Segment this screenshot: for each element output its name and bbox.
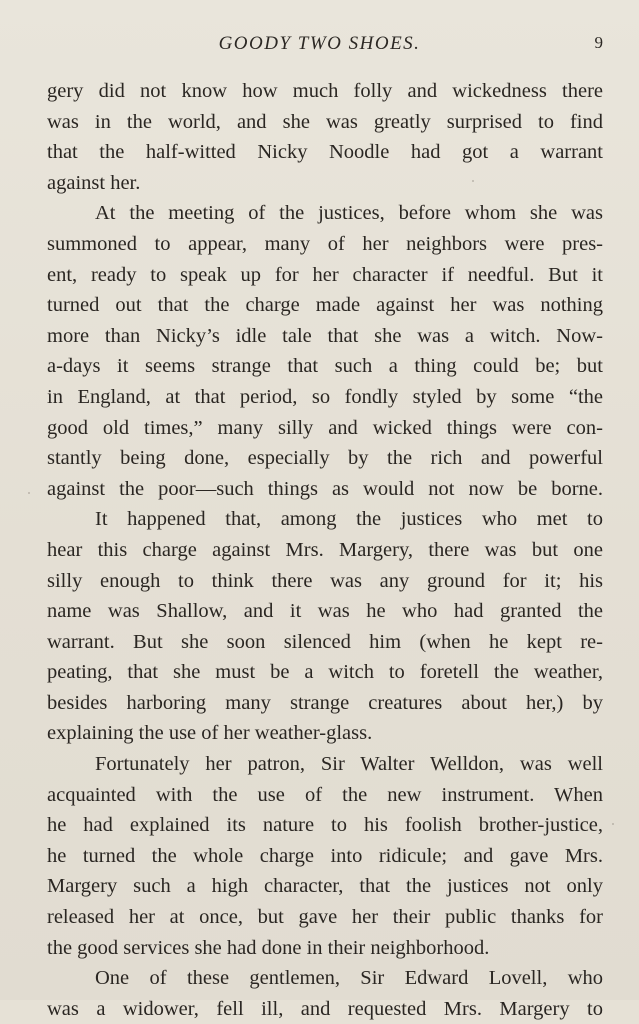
paper-speck <box>472 180 474 182</box>
text-line: At the meeting of the justices, before whom she was <box>95 202 603 225</box>
text-line: turned out that the charge made against her was nothing <box>47 294 603 317</box>
text-line: against the poor—such things as would not now be borne. <box>47 477 603 500</box>
text-line: Fortunately her patron, Sir Walter Welldon, was well <box>95 753 603 776</box>
running-head <box>0 33 639 57</box>
paragraph-2 <box>47 198 603 504</box>
text-line: silly enough to think there was any ground for it; his <box>47 569 603 592</box>
text-line: he turned the whole charge into ridicule; and gave Mrs. <box>47 844 603 867</box>
text-line: ent, ready to speak up for her character if needful. But it <box>47 263 603 286</box>
text-line: the good services she had done in their neighborhood. <box>47 936 490 959</box>
text-line: released her at once, but gave her their public thanks for <box>47 906 603 929</box>
paragraph-4 <box>47 749 603 963</box>
text-line: hear this charge against Mrs. Margery, there was but one <box>47 538 603 561</box>
text-line: peating, that she must be a witch to foretell the weather, <box>47 661 603 684</box>
text-line: One of these gentlemen, Sir Edward Lovell, who <box>95 967 603 990</box>
text-line: acquainted with the use of the new instrument. When <box>47 783 603 806</box>
text-line: name was Shallow, and it was he who had granted the <box>47 600 603 623</box>
running-title: GOODY TWO SHOES. <box>218 33 421 54</box>
text-line: good old times,” many silly and wicked things were con- <box>47 416 603 439</box>
text-line: besides harboring many strange creatures about her,) by <box>47 691 603 714</box>
page-number: 9 <box>594 33 603 52</box>
text-line: It happened that, among the justices who met to <box>95 508 603 531</box>
text-line: summoned to appear, many of her neighbors were pres- <box>47 232 603 255</box>
paragraph-1 <box>47 76 603 198</box>
text-line: he had explained its nature to his foolish brother-justice, <box>47 814 603 837</box>
text-line: in England, at that period, so fondly styled by some “the <box>47 385 603 408</box>
text-line: was a widower, fell ill, and requested Mrs. Margery to <box>47 997 603 1020</box>
text-line: against her. <box>47 171 141 194</box>
text-line: explaining the use of her weather-glass. <box>47 722 373 745</box>
text-line: Margery such a high character, that the justices not only <box>47 875 603 898</box>
text-line: that the half-witted Nicky Noodle had got a warrant <box>47 141 603 164</box>
text-line: warrant. But she soon silenced him (when he kept re- <box>47 630 603 653</box>
text-line: stantly being done, especially by the rich and powerful <box>47 447 603 470</box>
text-line: gery did not know how much folly and wickedness there <box>47 80 603 102</box>
paper-speck <box>28 492 30 494</box>
paragraph-3 <box>47 504 603 749</box>
paragraph-5 <box>47 963 603 1024</box>
text-line: a-days it seems strange that such a thing could be; but <box>47 355 603 378</box>
text-line: was in the world, and she was greatly surprised to find <box>47 110 603 133</box>
body-text <box>47 76 603 1024</box>
text-line: more than Nicky’s idle tale that she was a witch. Now- <box>47 324 603 347</box>
paper-speck <box>612 823 614 825</box>
